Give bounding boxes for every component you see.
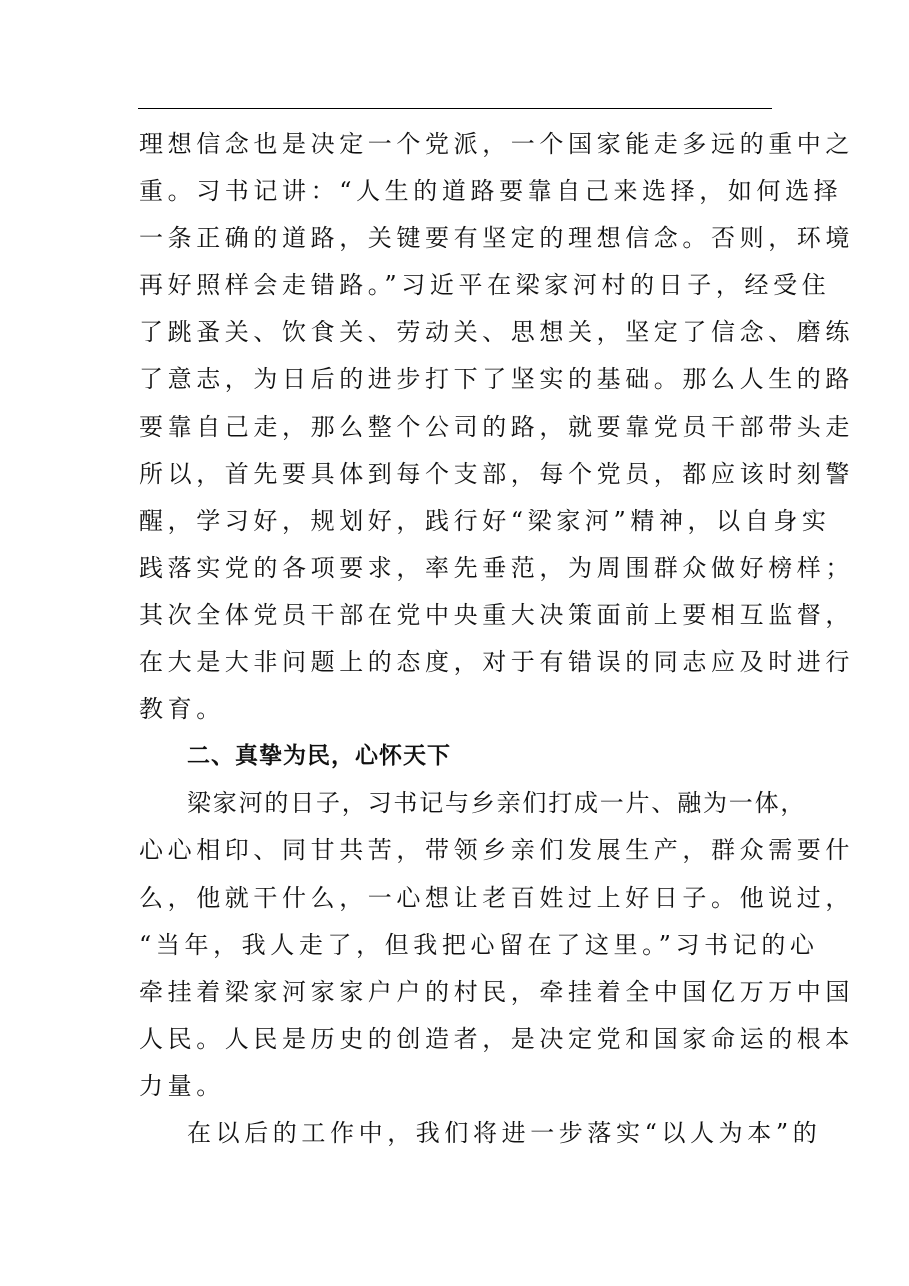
paragraph-line: 再好照样会走错路。”习近平在梁家河村的日子，经受住 [139, 271, 831, 300]
paragraph-line: “当年，我人走了，但我把心留在了这里。”习书记的心 [139, 930, 819, 959]
paragraph-line: 其次全体党员干部在党中央重大决策面前上要相互监督， [139, 600, 854, 629]
paragraph-line: 在大是大非问题上的态度，对于有错误的同志应及时进行 [139, 648, 854, 677]
section-heading: 二、真挚为民，心怀天下 [187, 743, 451, 770]
header-rule [138, 108, 772, 109]
paragraph-line: 一条正确的道路，关键要有坚定的理想信念。否则，环境 [139, 224, 854, 253]
paragraph-line: 了跳蚤关、饮食关、劳动关、思想关，坚定了信念、磨练 [139, 318, 854, 347]
paragraph-line: 要靠自己走，那么整个公司的路，就要靠党员干部带头走 [139, 412, 854, 441]
paragraph-line: 心心相印、同甘共苦，带领乡亲们发展生产，群众需要什 [139, 836, 854, 865]
paragraph-line: 了意志，为日后的进步打下了坚实的基础。那么人生的路 [139, 365, 854, 394]
paragraph-line: 梁家河的日子，习书记与乡亲们打成一片、融为一体， [187, 789, 807, 818]
paragraph-line: 重。习书记讲：“人生的道路要靠自己来选择，如何选择 [139, 177, 843, 206]
paragraph-line: 教育。 [139, 695, 225, 724]
paragraph-line: 理想信念也是决定一个党派，一个国家能走多远的重中之 [139, 130, 854, 158]
paragraph-line: 力量。 [139, 1071, 225, 1100]
paragraph-line: 醒，学习好，规划好，践行好“梁家河”精神，以自身实 [139, 506, 831, 535]
paragraph-line: 么，他就干什么，一心想让老百姓过上好日子。他说过， [139, 883, 854, 912]
paragraph-line: 所以，首先要具体到每个支部，每个党员，都应该时刻警 [139, 459, 854, 488]
document-body [139, 121, 854, 1157]
paragraph-line: 人民。人民是历史的创造者，是决定党和国家命运的根本 [139, 1024, 854, 1053]
paragraph-line: 践落实党的各项要求，率先垂范，为周围群众做好榜样； [139, 553, 854, 582]
paragraph-line: 牵挂着梁家河家家户户的村民，牵挂着全中国亿万万中国 [139, 977, 854, 1006]
paragraph-line: 在以后的工作中，我们将进一步落实“以人为本”的 [187, 1118, 822, 1147]
